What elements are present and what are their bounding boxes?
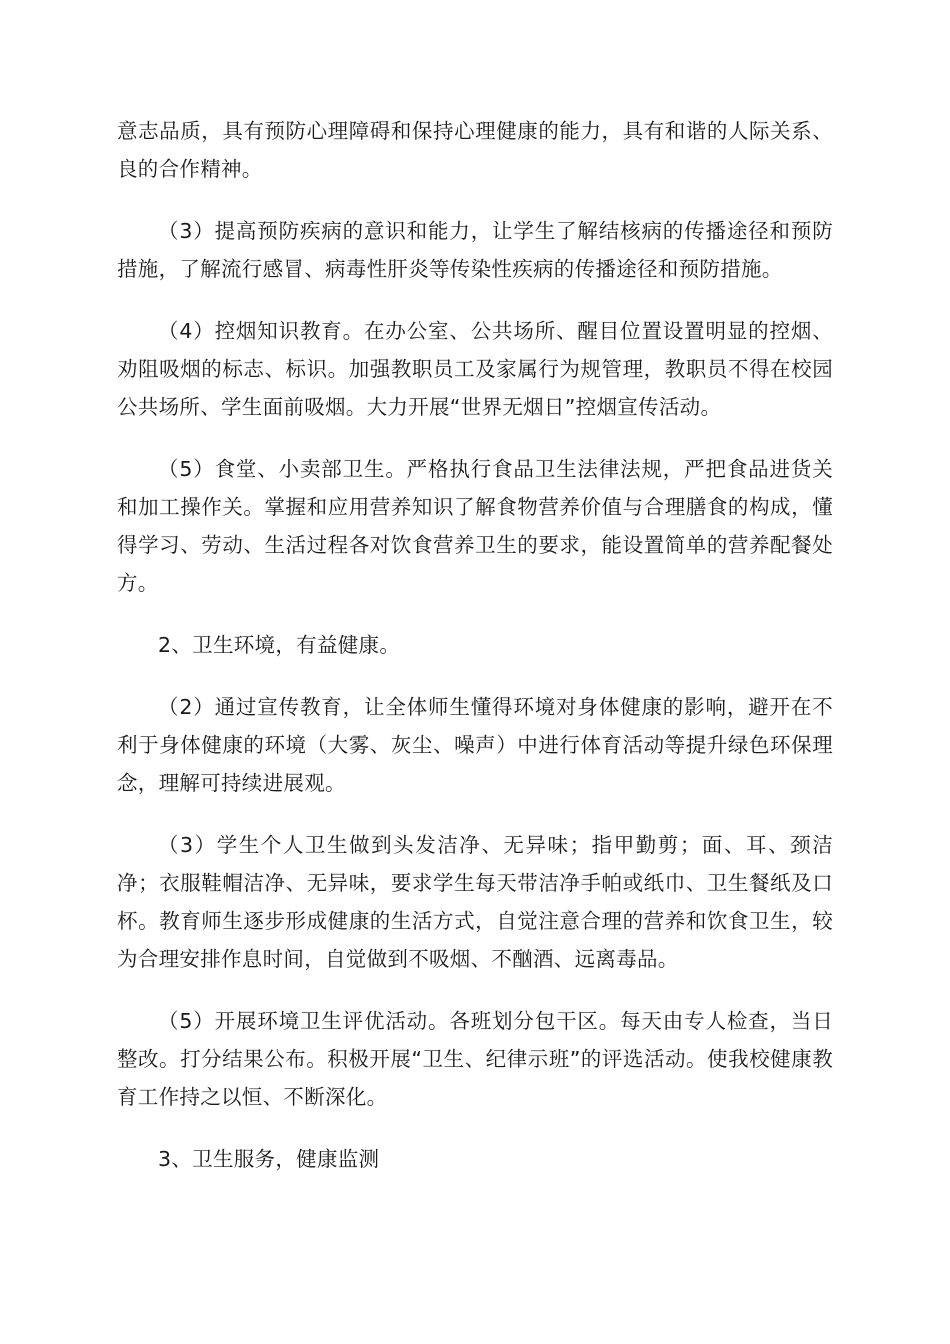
document-body [117,112,833,1202]
paragraph-canteen-hygiene: （5）食堂、小卖部卫生。严格执行食品卫生法律法规，严把食品进货关和加工操作关。掌握和应用营养知识了解食物营养价值与合理膳食的构成，懂得学习、劳动、生活过程各对饮食营养卫生的要求，能设置简单的营养配餐处方。 [117,457,833,595]
section-heading-environment: 2、卫生环境，有益健康。 [158,633,401,657]
paragraph-disease-prevention: （3）提高预防疾病的意识和能力，让学生了解结核病的传播途径和预防措施，了解流行感冒、病毒性肝炎等传染性疾病的传播途径和预防措施。 [117,219,833,281]
paragraph-continuation: 意志品质，具有预防心理障碍和保持心理健康的能力，具有和谐的人际关系、良的合作精神。 [117,119,833,181]
section-heading-health-monitoring: 3、卫生服务，健康监测 [158,1147,380,1171]
paragraph-hygiene-evaluation: （5）开展环境卫生评优活动。各班划分包干区。每天由专人检查，当日整改。打分结果公布。积极开展“卫生、纪律示班”的评选活动。使我校健康教育工作持之以恒、不断深化。 [117,1009,833,1109]
paragraph-personal-hygiene: （3）学生个人卫生做到头发洁净、无异味；指甲勤剪；面、耳、颈洁净；衣服鞋帽洁净、无异味，要求学生每天带洁净手帕或纸巾、卫生餐纸及口杯。教育师生逐步形成健康的生活方式，自觉注意合理的营养和饮食卫生，较为合理安排作息时间，自觉做到不吸烟、不酗酒、远离毒品。 [117,833,833,971]
paragraph-tobacco-control: （4）控烟知识教育。在办公室、公共场所、醒目位置设置明显的控烟、劝阻吸烟的标志、标识。加强教职员工及家属行为规管理，教职员不得在校园公共场所、学生面前吸烟。大力开展“世界无烟日”控烟宣传活动。 [117,319,833,419]
paragraph-environment-education: （2）通过宣传教育，让全体师生懂得环境对身体健康的影响，避开在不利于身体健康的环境（大雾、灰尘、噪声）中进行体育活动等提升绿色环保理念，理解可持续进展观。 [117,695,833,795]
